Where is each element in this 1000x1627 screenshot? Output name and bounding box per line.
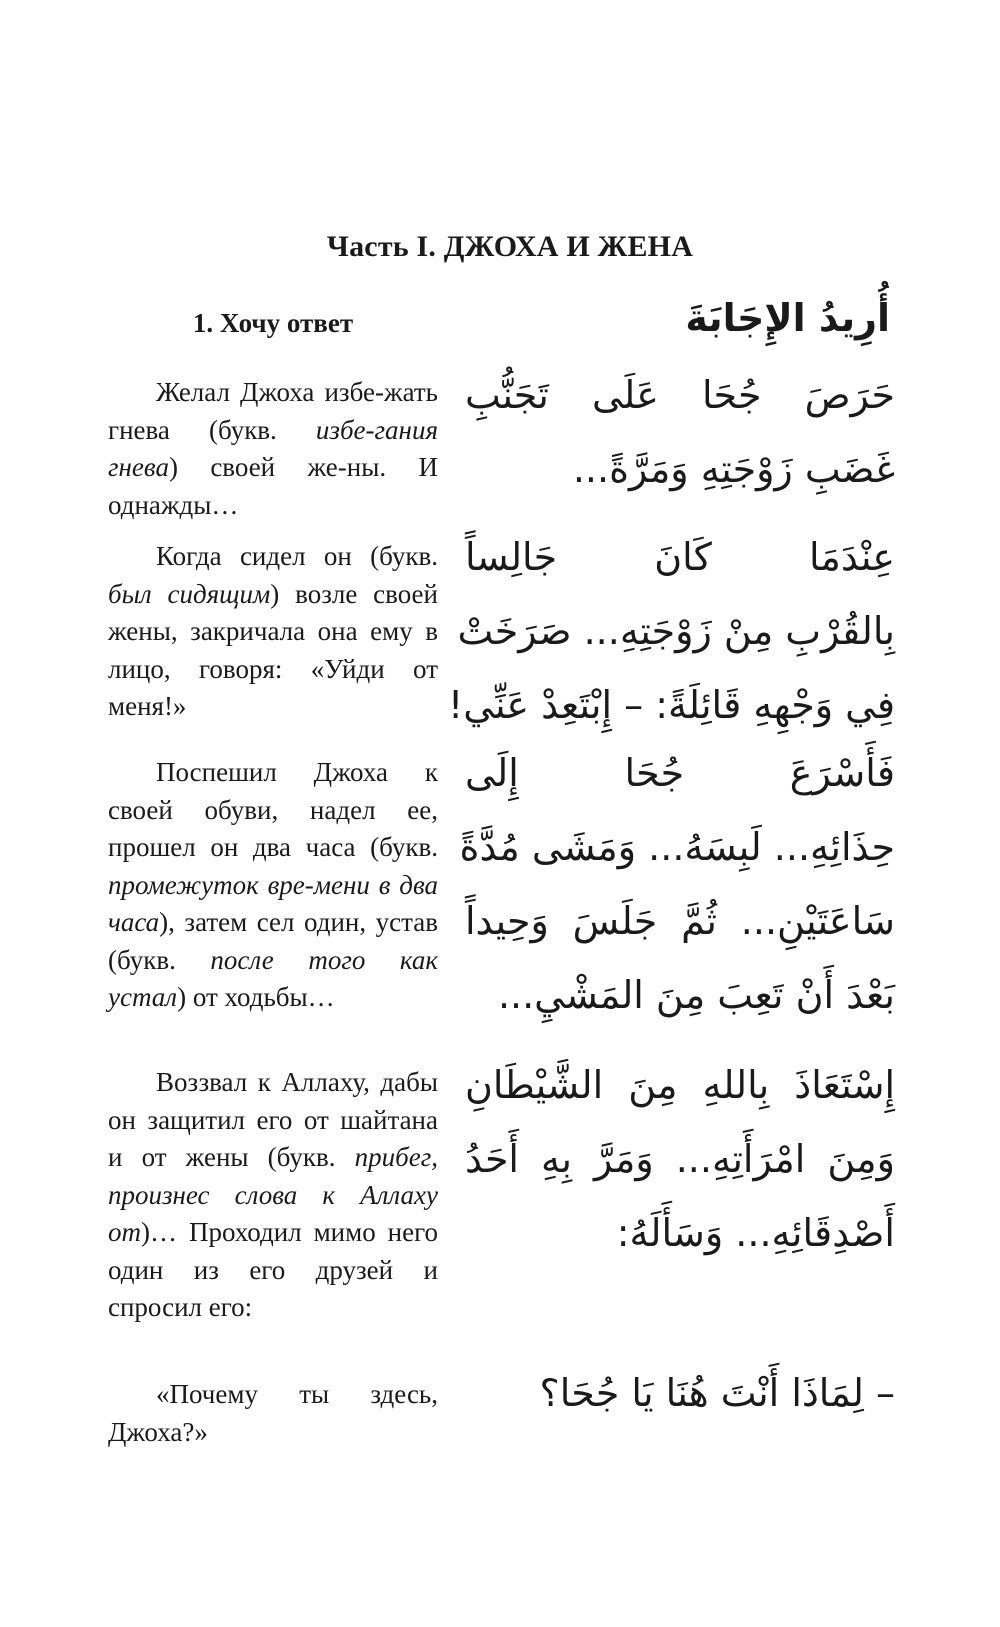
russian-paragraph-3: Поспешил Джоха к своей обуви, надел ее, прошел он два часа (букв. промежуток вре-мени в два часа), затем сел один, устав (букв. после того как устал) от ходьбы…: [108, 757, 438, 1012]
arabic-line: حِذَائِهِ... لَبِسَهُ... وَمَشَى مُدَّةً: [459, 825, 895, 869]
arabic-line: حَرَصَ جُحَا عَلَى تَجَنُّبِ: [465, 373, 895, 417]
section-title-arabic: أُرِيدُ الإِجَابَةَ: [685, 296, 890, 340]
arabic-line: بِالقُرْبِ مِنْ زَوْجَتِهِ... صَرَخَتْ: [457, 609, 895, 653]
arabic-line: سَاعَتَيْنِ... ثُمَّ جَلَسَ وَحِيداً: [465, 899, 895, 943]
arabic-paragraph-5: [465, 1356, 895, 1430]
part-title: Часть I. ДЖОХА И ЖЕНА: [326, 230, 694, 263]
arabic-paragraph-3: [459, 736, 895, 1032]
arabic-line: أَصْدِقَائِهِ... وَسَأَلَهُ:: [616, 1211, 895, 1255]
russian-paragraph-1: Желал Джоха избе-жать гнева (букв. избе-гания гнева) своей же-ны. И однажды…: [108, 377, 438, 520]
arabic-line: عِنْدَمَا كَانَ جَالِساً: [465, 535, 895, 579]
russian-paragraph-5: «Почему ты здесь, Джоха?»: [108, 1379, 438, 1447]
arabic-paragraph-2: [448, 520, 895, 742]
arabic-line: – لِمَاذَا أَنْتَ هُنَا يَا جُحَا؟: [539, 1371, 895, 1415]
section-title-russian: 1. Хочу ответ: [192, 308, 354, 338]
arabic-line: بَعْدَ أَنْ تَعِبَ مِنَ المَشْيِ...: [497, 973, 895, 1017]
russian-paragraph-4: Воззвал к Аллаху, дабы он защитил его от шайтана и от жены (букв. прибег, произнес слова к Аллаху от)… Проходил мимо него один из его друзей и спросил его:: [108, 1067, 438, 1322]
arabic-line: وَمِنَ امْرَأَتِهِ... وَمَرَّ بِهِ أَحَدُ: [465, 1137, 895, 1181]
arabic-paragraph-1: [465, 358, 895, 506]
arabic-line: إِسْتَعَاذَ بِاللهِ مِنَ الشَّيْطَانِ: [465, 1063, 895, 1107]
arabic-line: فَأَسْرَعَ جُحَا إِلَى: [465, 751, 895, 795]
arabic-line: فِي وَجْهِهِ قَائِلَةً: – إِبْتَعِدْ عَنِّي!: [448, 683, 895, 727]
arabic-paragraph-4: [465, 1048, 895, 1270]
russian-paragraph-2: Когда сидел он (букв. был сидящим) возле своей жены, закричала она ему в лицо, говоря: «Уйди от меня!»: [108, 541, 438, 721]
arabic-line: غَضَبِ زَوْجَتِهِ وَمَرَّةً...: [572, 447, 895, 491]
